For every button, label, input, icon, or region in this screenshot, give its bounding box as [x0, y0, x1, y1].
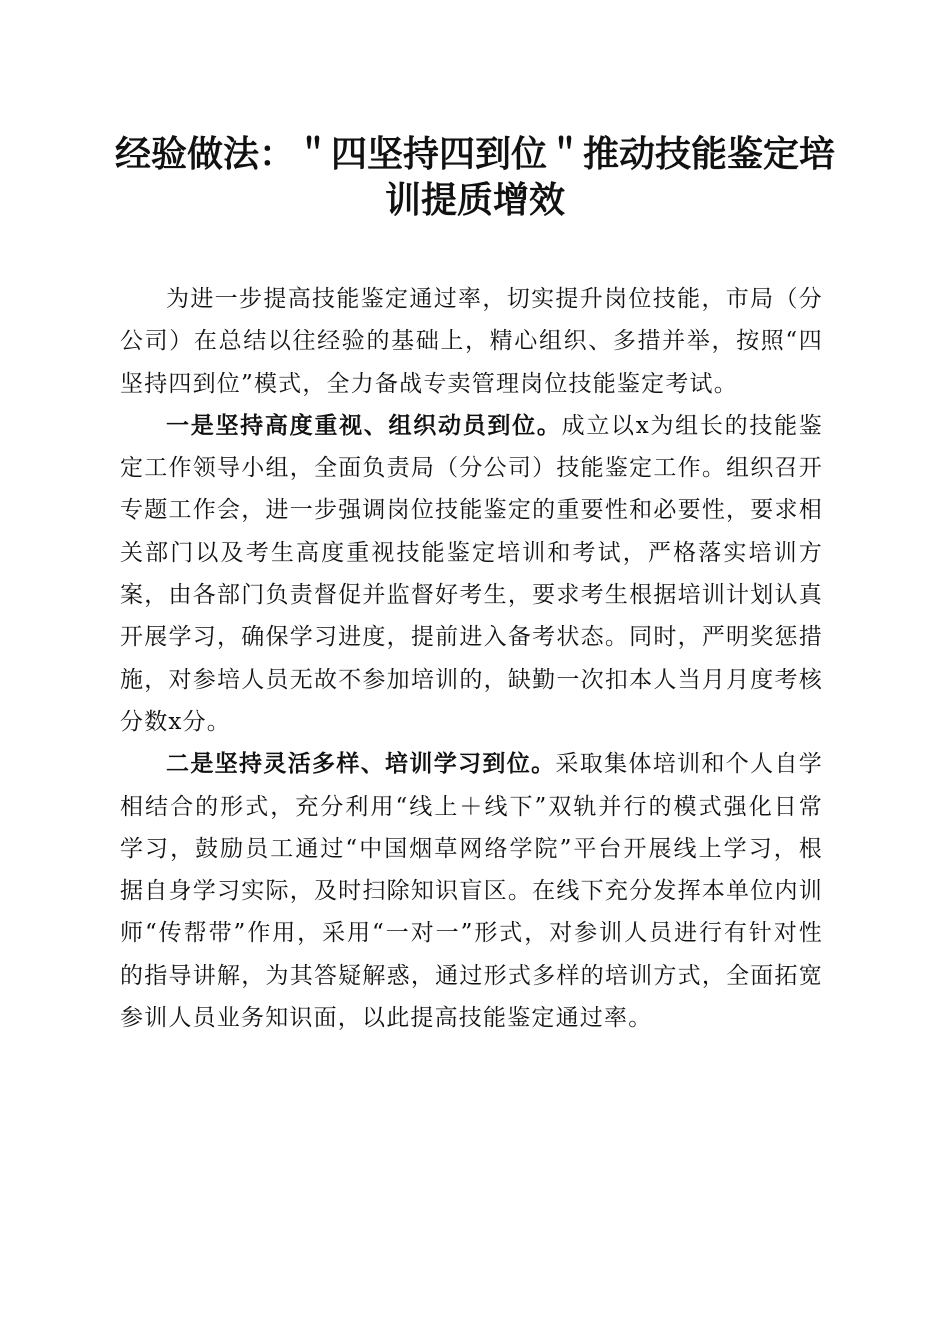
title-line-1: 经验做法：＂四坚持四到位＂推动技能鉴定培	[114, 134, 835, 175]
document-body	[120, 278, 823, 1039]
title-line-2: 训提质增效	[384, 180, 565, 221]
paragraph-point-2	[120, 743, 823, 1039]
paragraph-point-1-text: 成立以x为组长的技能鉴定工作领导小组，全面负责局（分公司）技能鉴定工作。组织召开专题工作会，进一步强调岗位技能鉴定的重要性和必要性，要求相关部门以及考生高度重视技能鉴定培训和考试，严格落实培训方案，由各部门负责督促并监督好考生，要求考生根据培训计划认真开展学习，确保学习进度，提前进入备考状态。同时，严明奖惩措施，对参培人员无故不参加培训的，缺勤一次扣本人当月月度考核分数x分。	[120, 412, 824, 735]
paragraph-point-1	[120, 405, 823, 743]
paragraph-point-1-heading: 一是坚持高度重视、组织动员到位。	[166, 412, 562, 439]
paragraph-intro-text: 为进一步提高技能鉴定通过率，切实提升岗位技能，市局（分公司）在总结以往经验的基础上，精心组织、多措并举，按照“四坚持四到位”模式，全力备战专卖管理岗位技能鉴定考试。	[120, 286, 823, 397]
paragraph-intro	[120, 278, 823, 405]
paragraph-point-2-text: 采取集体培训和个人自学相结合的形式，充分利用“线上＋线下”双轨并行的模式强化日常学习，鼓励员工通过“中国烟草网络学院”平台开展线上学习，根据自身学习实际，及时扫除知识盲区。在线下充分发挥本单位内训师“传帮带”作用，采用“一对一”形式，对参训人员进行有针对性的指导讲解，为其答疑解惑，通过形式多样的培训方式，全面拓宽参训人员业务知识面，以此提高技能鉴定通过率。	[120, 751, 824, 1032]
document-title	[110, 132, 840, 224]
paragraph-point-2-heading: 二是坚持灵活多样、培训学习到位。	[166, 751, 556, 778]
